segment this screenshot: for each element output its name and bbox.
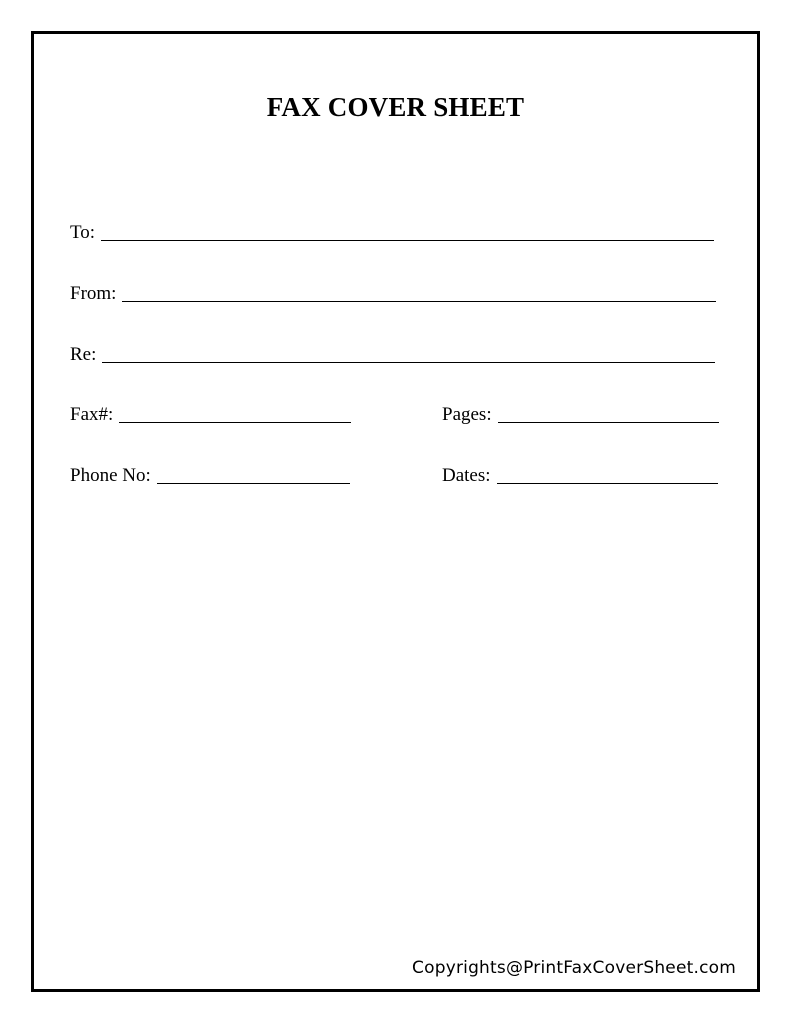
- phone-field: [70, 463, 350, 485]
- fax-input-line[interactable]: [119, 404, 351, 423]
- re-field: [70, 342, 715, 364]
- phone-input-line[interactable]: [157, 465, 350, 484]
- pages-input-line[interactable]: [498, 404, 719, 423]
- fax-label: Fax#:: [70, 404, 114, 425]
- from-field: [70, 281, 716, 303]
- re-label: Re:: [70, 344, 97, 365]
- dates-input-line[interactable]: [497, 465, 718, 484]
- fax-field: [70, 402, 351, 424]
- phone-label: Phone No:: [70, 465, 151, 486]
- pages-label: Pages:: [442, 404, 492, 425]
- dates-field: [442, 463, 718, 485]
- page-title: FAX COVER SHEET: [266, 92, 525, 122]
- from-input-line[interactable]: [122, 283, 716, 302]
- copyright-text: Copyrights@PrintFaxCoverSheet.com: [412, 958, 736, 978]
- to-field: [70, 220, 714, 242]
- re-input-line[interactable]: [102, 344, 715, 363]
- pages-field: [442, 402, 719, 424]
- dates-label: Dates:: [442, 465, 491, 486]
- to-input-line[interactable]: [101, 222, 714, 241]
- page-border: [31, 31, 760, 992]
- from-label: From:: [70, 283, 117, 304]
- to-label: To:: [70, 222, 96, 243]
